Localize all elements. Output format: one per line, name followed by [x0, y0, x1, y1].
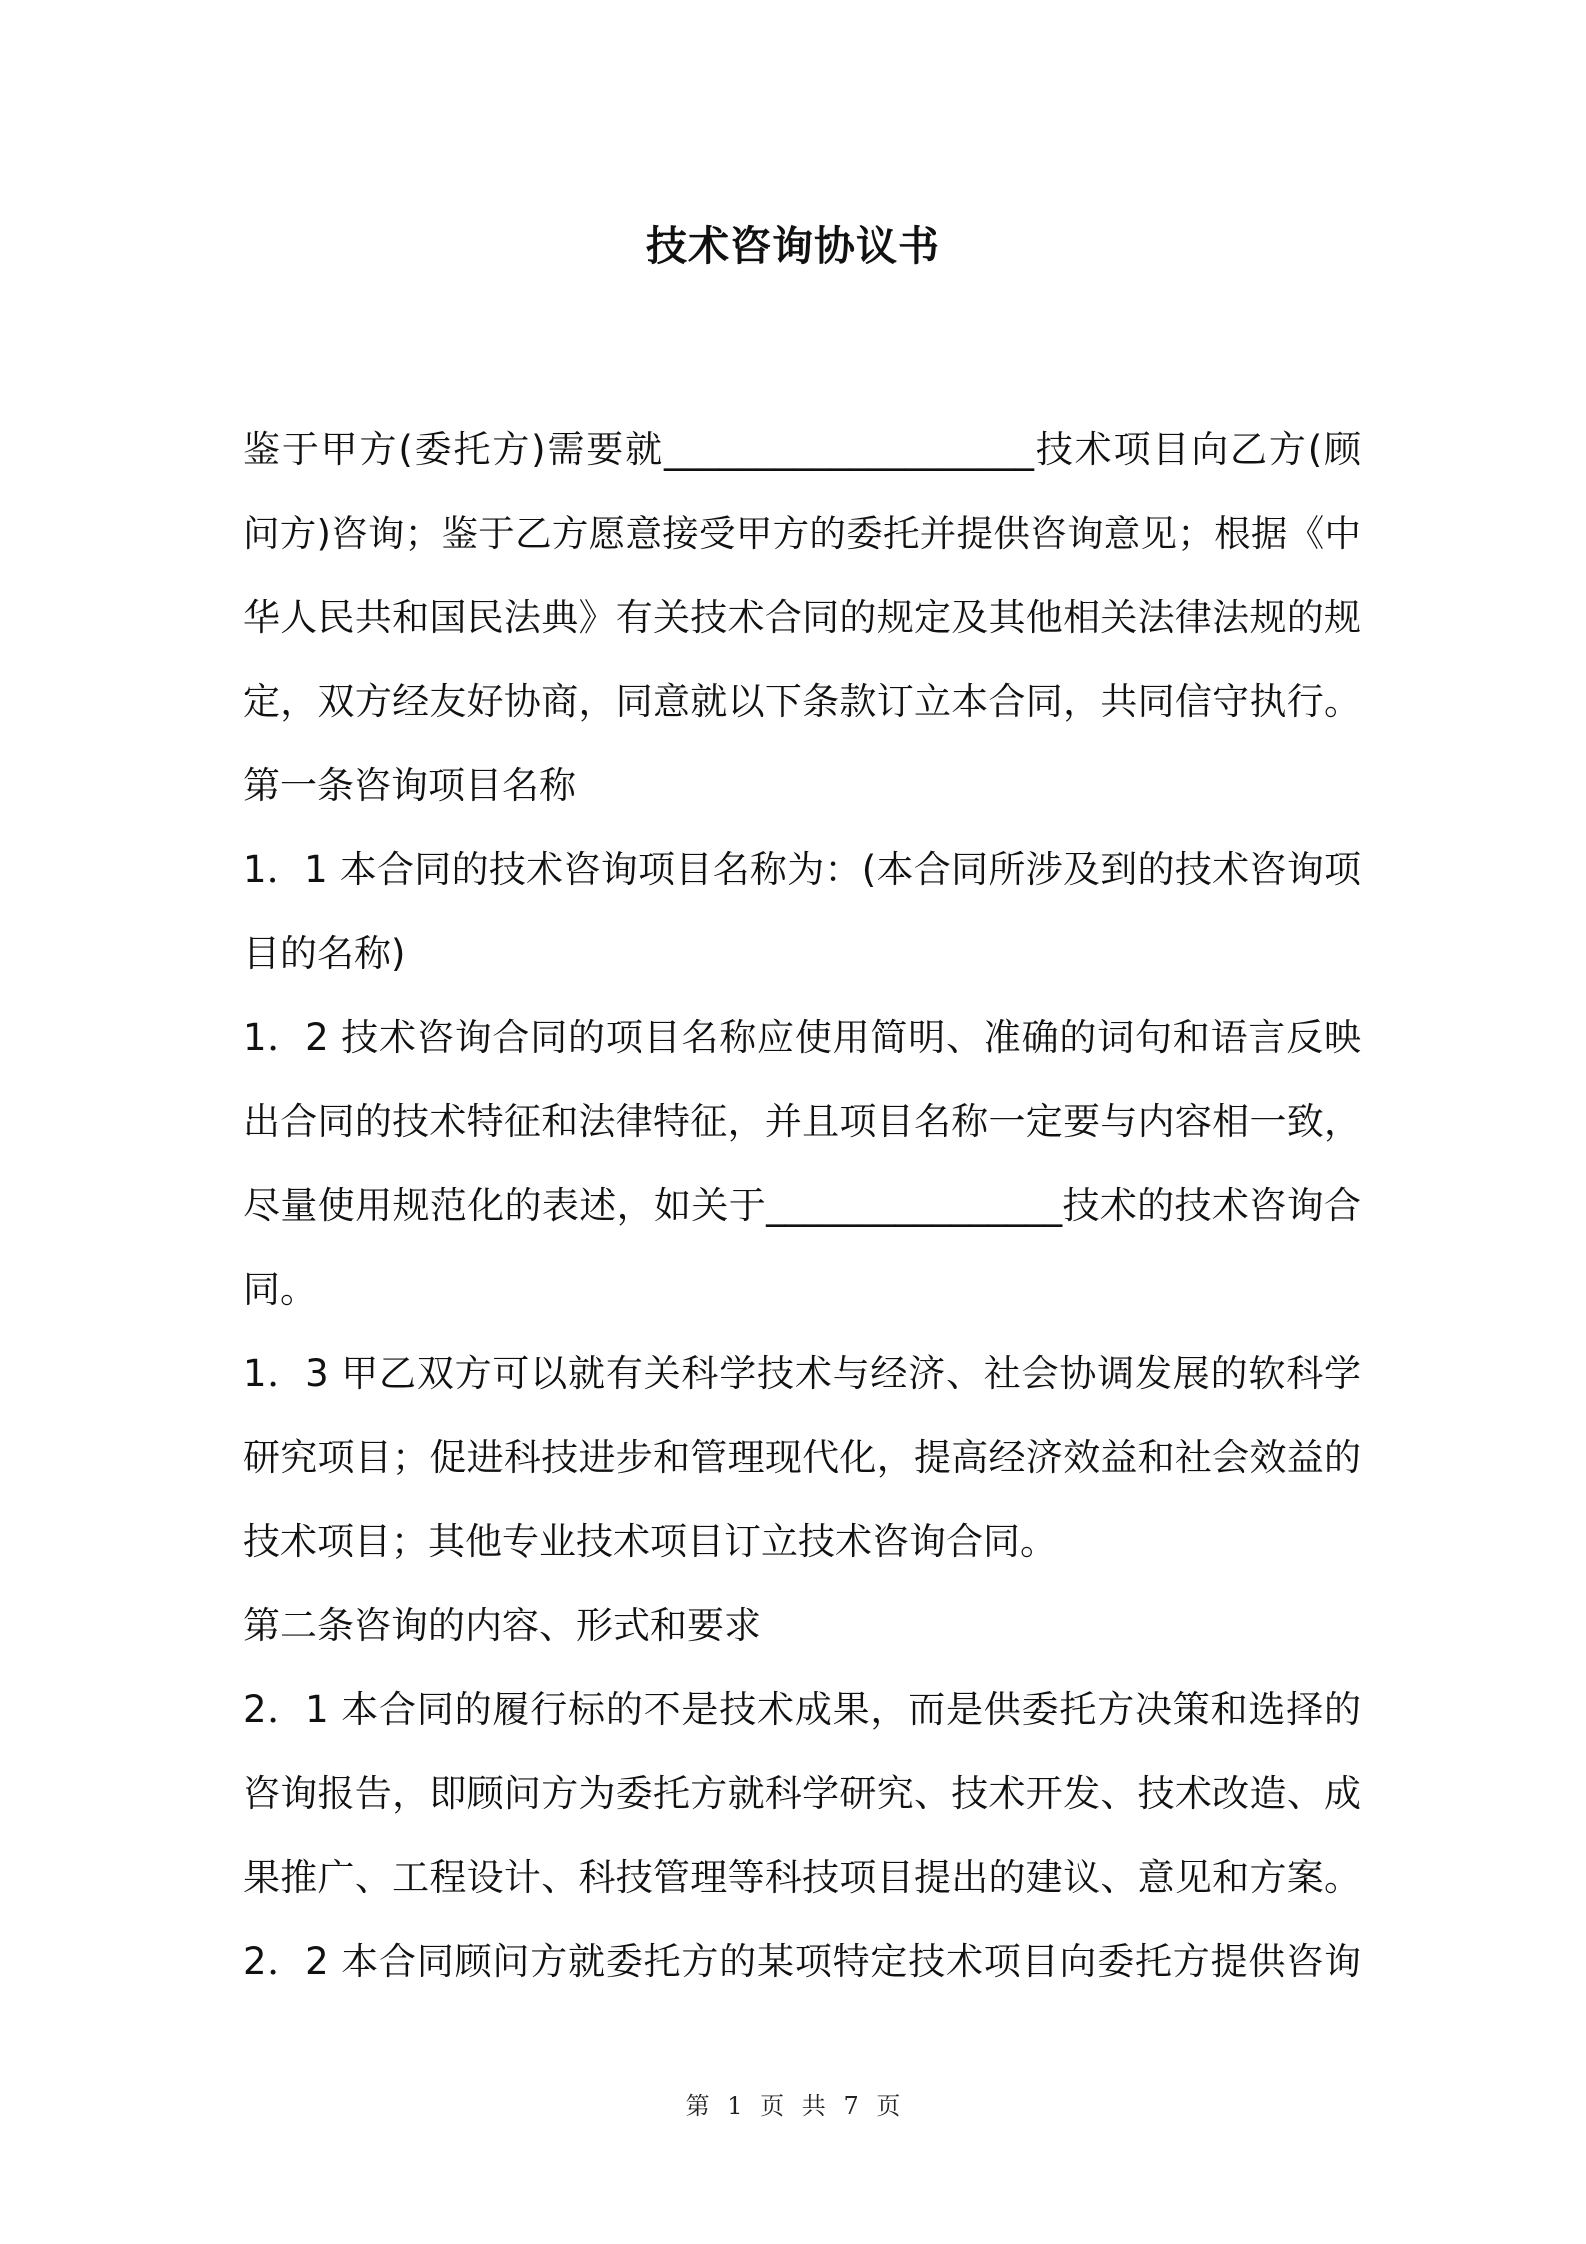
section-heading: 第二条咨询的内容、形式和要求 [243, 1604, 761, 1647]
body-line: 出合同的技术特征和法律特征，并且项目名称一定要与内容相一致， [243, 1100, 1361, 1143]
body-line: 1．3 甲乙双方可以就有关科学技术与经济、社会协调发展的软科学 [243, 1352, 1361, 1395]
body-line: 咨询报告，即顾问方为委托方就科学研究、技术开发、技术改造、成 [243, 1772, 1361, 1815]
body-line: 1．1 本合同的技术咨询项目名称为：(本合同所涉及到的技术咨询项 [243, 848, 1361, 891]
body-line: 同。 [243, 1268, 317, 1311]
body-line: 定，双方经友好协商，同意就以下条款订立本合同，共同信守执行。 [243, 680, 1361, 723]
document-body [243, 408, 1361, 2004]
body-line: 研究项目；促进科技进步和管理现代化，提高经济效益和社会效益的 [243, 1436, 1361, 1479]
body-line: 2．1 本合同的履行标的不是技术成果，而是供委托方决策和选择的 [243, 1688, 1361, 1731]
body-line: 华人民共和国民法典》有关技术合同的规定及其他相关法律法规的规 [243, 596, 1361, 639]
body-line: 技术项目；其他专业技术项目订立技术咨询合同。 [243, 1520, 1057, 1563]
body-line: 2．2 本合同顾问方就委托方的某项特定技术项目向委托方提供咨询 [243, 1940, 1361, 1983]
document-title: 技术咨询协议书 [646, 222, 940, 270]
section-heading: 第一条咨询项目名称 [243, 764, 576, 807]
page-number-footer: 第 1 页 共 7 页 [685, 2092, 901, 2120]
body-line: 问方)咨询；鉴于乙方愿意接受甲方的委托并提供咨询意见；根据《中 [243, 512, 1361, 555]
body-line: 尽量使用规范化的表述，如关于________________技术的技术咨询合 [243, 1184, 1361, 1227]
body-line: 果推广、工程设计、科技管理等科技项目提出的建议、意见和方案。 [243, 1856, 1361, 1899]
body-line: 1．2 技术咨询合同的项目名称应使用简明、准确的词句和语言反映 [243, 1016, 1361, 1059]
body-line: 目的名称) [243, 932, 406, 975]
body-line: 鉴于甲方(委托方)需要就____________________技术项目向乙方(顾 [243, 428, 1361, 471]
